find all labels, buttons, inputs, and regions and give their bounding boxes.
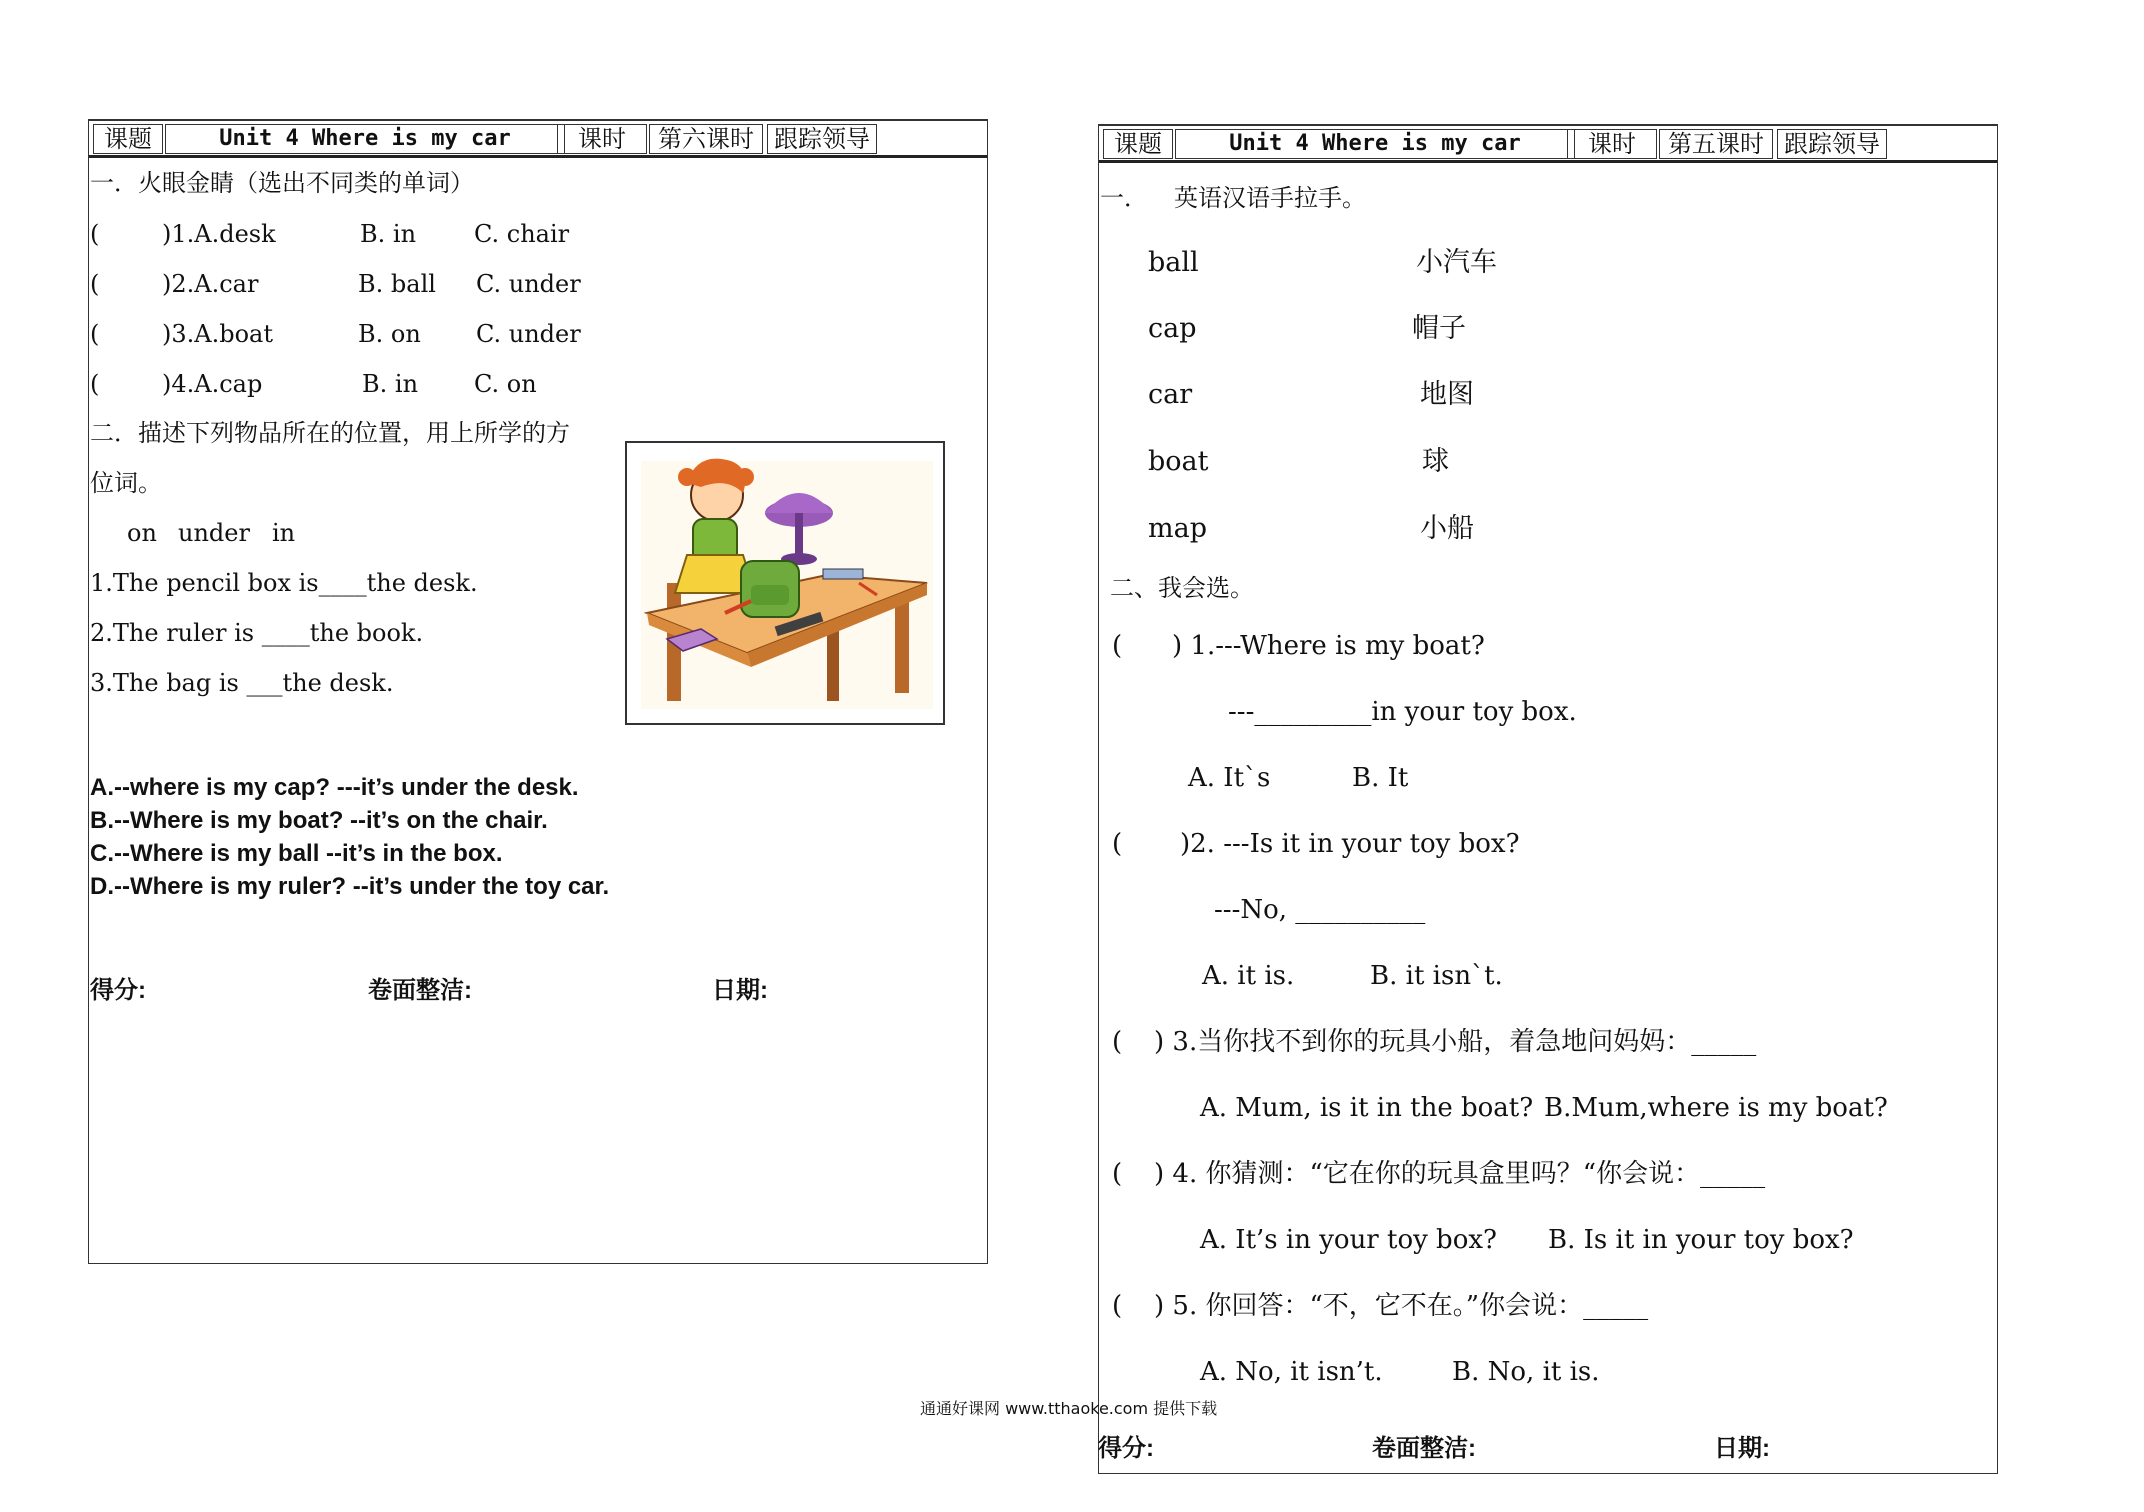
match-zh-4: 球 (1422, 446, 1449, 477)
match-zh-1: 小汽车 (1416, 247, 1497, 278)
right-label-track: 跟踪领导 (1777, 129, 1887, 159)
fill-1: 1.The pencil box is____the desk. (90, 569, 478, 597)
fill-3: 3.The bag is ___the desk. (90, 669, 394, 697)
left-q4-b: B. in (362, 370, 419, 398)
left-section2-title-cont: 位词。 (90, 469, 162, 497)
paren: ( (1112, 1027, 1123, 1057)
word-in: in (272, 519, 296, 547)
right-header (1099, 126, 1997, 163)
match-en-2: cap (1148, 313, 1197, 344)
right-section2-title: 二、我会选。 (1110, 574, 1254, 602)
left-label-subject: 课题 (93, 124, 163, 154)
answer-option-c: C.--Where is my ball --it’s in the box. (90, 840, 503, 867)
left-q2-c: C. under (476, 270, 581, 298)
right-unit-title: Unit 4 Where is my car (1175, 129, 1575, 159)
match-en-4: boat (1148, 446, 1209, 477)
right-q1: ) 1.---Where is my boat? (1172, 631, 1485, 661)
left-score-label: 得分: (90, 977, 146, 1004)
paren: ( (90, 270, 100, 298)
answer-option-b: B.--Where is my boat? --it’s on the chair. (90, 807, 548, 834)
left-label-track: 跟踪领导 (767, 124, 877, 154)
right-q3-b: B.Mum,where is my boat? (1544, 1093, 1888, 1123)
paren: ( (90, 320, 100, 348)
right-q4-b: B. Is it in your toy box? (1548, 1225, 1854, 1255)
word-on: on (127, 519, 157, 547)
left-date-label: 日期: (712, 977, 768, 1004)
left-q3-b: B. on (358, 320, 421, 348)
left-q2-a: )2.A.car (162, 270, 259, 298)
left-q2-b: B. ball (358, 270, 436, 298)
right-q2-b: B. it isn`t. (1370, 961, 1503, 991)
left-unit-title: Unit 4 Where is my car (165, 124, 565, 154)
right-q1-b: B. It (1352, 763, 1409, 793)
right-q3: ) 3.当你找不到你的玩具小船，着急地问妈妈：_____ (1154, 1027, 1757, 1057)
left-q1-c: C. chair (474, 220, 570, 248)
left-neatness-label: 卷面整洁: (368, 977, 472, 1004)
girl-desk-illustration (625, 441, 945, 725)
right-score-label: 得分: (1098, 1435, 1154, 1462)
left-q1-b: B. in (360, 220, 417, 248)
paren: ( (1112, 1291, 1123, 1321)
right-q1-blank: ---_________in your toy box. (1228, 697, 1577, 727)
fill-2: 2.The ruler is ____the book. (90, 619, 424, 647)
match-en-3: car (1148, 379, 1193, 410)
match-zh-3: 地图 (1420, 379, 1474, 410)
left-q3-a: )3.A.boat (162, 320, 273, 348)
paren: ( (90, 220, 100, 248)
right-q1-a: A. It`s (1188, 763, 1271, 793)
right-neatness-label: 卷面整洁: (1372, 1435, 1476, 1462)
right-section1-num: 一． (1100, 184, 1148, 212)
answer-option-a: A.--where is my cap? ---it’s under the desk. (90, 774, 579, 801)
left-label-period: 课时 (557, 124, 647, 154)
right-q5: ) 5. 你回答：“不，它不在。”你会说：_____ (1154, 1291, 1649, 1321)
right-date-label: 日期: (1714, 1435, 1770, 1462)
right-q2: )2. ---Is it in your toy box? (1180, 829, 1520, 859)
left-q1-a: )1.A.desk (162, 220, 276, 248)
left-section2-title: 二．描述下列物品所在的位置，用上所学的方 (90, 419, 570, 447)
paren: ( (1112, 829, 1123, 859)
right-q3-a: A. Mum, is it in the boat? (1200, 1093, 1534, 1123)
match-en-5: map (1148, 513, 1207, 544)
right-worksheet (1098, 124, 1998, 1474)
answer-option-d: D.--Where is my ruler? --it’s under the toy car. (90, 873, 610, 900)
paren: ( (1112, 1159, 1123, 1189)
paren: ( (1112, 631, 1123, 661)
right-label-period: 课时 (1567, 129, 1657, 159)
desk-scene-image (627, 443, 943, 723)
right-q5-a: A. No, it isn’t. (1200, 1357, 1383, 1387)
match-zh-5: 小船 (1420, 513, 1474, 544)
left-q4-a: )4.A.cap (162, 370, 263, 398)
right-q2-a: A. it is. (1202, 961, 1295, 991)
right-q2-blank: ---No, __________ (1214, 895, 1426, 925)
footer-watermark: 通通好课网 www.tthaoke.com 提供下载 (920, 1399, 1218, 1418)
paren: ( (90, 370, 100, 398)
right-q5-b: B. No, it is. (1452, 1357, 1600, 1387)
right-label-subject: 课题 (1103, 129, 1173, 159)
right-period: 第五课时 (1659, 129, 1773, 159)
match-en-1: ball (1148, 247, 1199, 278)
word-under: under (178, 519, 250, 547)
left-q4-c: C. on (474, 370, 537, 398)
right-q4-a: A. It’s in your toy box? (1200, 1225, 1497, 1255)
left-period: 第六课时 (649, 124, 763, 154)
right-q4: ) 4. 你猜测：“它在你的玩具盒里吗？“你会说：_____ (1154, 1159, 1766, 1189)
left-header (89, 121, 987, 158)
match-zh-2: 帽子 (1412, 313, 1466, 344)
left-section1-title: 一．火眼金睛（选出不同类的单词） (90, 169, 474, 197)
right-section1-title: 英语汉语手拉手。 (1174, 184, 1366, 212)
left-q3-c: C. under (476, 320, 581, 348)
